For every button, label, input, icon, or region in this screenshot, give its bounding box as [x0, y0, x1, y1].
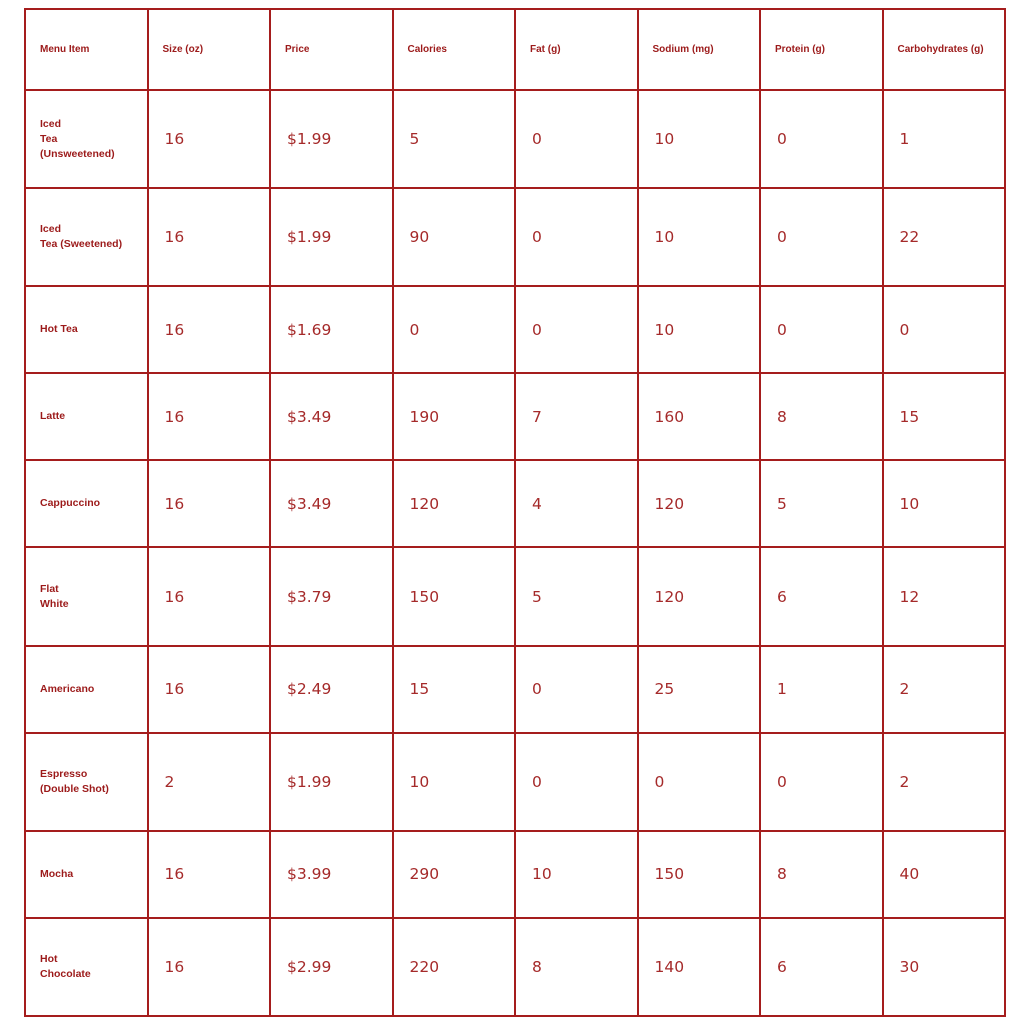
- table-row: [25, 547, 1005, 645]
- cell-protein: 6: [760, 547, 883, 645]
- cell-price: $3.49: [270, 460, 393, 547]
- cell-carbs: 22: [883, 188, 1006, 286]
- cell-sodium: 120: [638, 547, 761, 645]
- menu-item-name-line: Tea: [40, 132, 58, 145]
- cell-calories: 0: [393, 286, 516, 373]
- cell-protein: 1: [760, 646, 883, 733]
- cell-calories: 90: [393, 188, 516, 286]
- cell-protein: 0: [760, 90, 883, 188]
- cell-calories: 150: [393, 547, 516, 645]
- cell-fat: 5: [515, 547, 638, 645]
- cell-carbs: 0: [883, 286, 1006, 373]
- menu-item-name: [25, 547, 148, 645]
- cell-carbs: 40: [883, 831, 1006, 918]
- table-row: [25, 831, 1005, 918]
- header-sodium: Sodium (mg): [638, 9, 761, 90]
- cell-calories: 290: [393, 831, 516, 918]
- cell-sodium: 150: [638, 831, 761, 918]
- cell-size: 16: [148, 918, 271, 1016]
- menu-item-name: [25, 918, 148, 1016]
- cell-fat: 8: [515, 918, 638, 1016]
- menu-item-name: [25, 460, 148, 547]
- cell-calories: 10: [393, 733, 516, 831]
- cell-price: $1.69: [270, 286, 393, 373]
- table-row: [25, 188, 1005, 286]
- cell-carbs: 2: [883, 733, 1006, 831]
- cell-protein: 8: [760, 831, 883, 918]
- menu-item-name: [25, 90, 148, 188]
- cell-price: $3.79: [270, 547, 393, 645]
- cell-size: 16: [148, 373, 271, 460]
- cell-carbs: 12: [883, 547, 1006, 645]
- cell-carbs: 15: [883, 373, 1006, 460]
- cell-protein: 6: [760, 918, 883, 1016]
- cell-fat: 0: [515, 646, 638, 733]
- cell-size: 16: [148, 547, 271, 645]
- cell-size: 16: [148, 188, 271, 286]
- menu-item-name-line: Americano: [40, 682, 95, 695]
- cell-protein: 0: [760, 286, 883, 373]
- menu-item-name-line: Iced: [40, 223, 62, 236]
- menu-item-name: [25, 286, 148, 373]
- cell-protein: 0: [760, 188, 883, 286]
- menu-item-name-line: Iced: [40, 117, 62, 130]
- cell-fat: 4: [515, 460, 638, 547]
- cell-price: $3.49: [270, 373, 393, 460]
- cell-calories: 15: [393, 646, 516, 733]
- table-row: [25, 90, 1005, 188]
- menu-item-name-line: (Double Shot): [40, 782, 109, 795]
- menu-item-name-line: Hot Tea: [40, 323, 78, 336]
- cell-sodium: 140: [638, 918, 761, 1016]
- table-row: [25, 733, 1005, 831]
- menu-item-name: [25, 831, 148, 918]
- menu-item-name-line: Chocolate: [40, 967, 91, 980]
- cell-sodium: 0: [638, 733, 761, 831]
- cell-fat: 0: [515, 188, 638, 286]
- cell-carbs: 1: [883, 90, 1006, 188]
- cell-price: $2.49: [270, 646, 393, 733]
- cell-carbs: 10: [883, 460, 1006, 547]
- header-size: Size (oz): [148, 9, 271, 90]
- menu-item-name-line: Espresso: [40, 767, 88, 780]
- cell-sodium: 10: [638, 90, 761, 188]
- cell-price: $3.99: [270, 831, 393, 918]
- cell-sodium: 10: [638, 188, 761, 286]
- menu-item-name-line: Cappuccino: [40, 497, 101, 510]
- cell-sodium: 10: [638, 286, 761, 373]
- table-row: [25, 646, 1005, 733]
- header-menu-item: Menu Item: [25, 9, 148, 90]
- cell-protein: 5: [760, 460, 883, 547]
- cell-calories: 220: [393, 918, 516, 1016]
- menu-item-name-line: White: [40, 597, 69, 610]
- table-row: [25, 460, 1005, 547]
- menu-item-name-line: Latte: [40, 410, 66, 423]
- header-carbohydrates: Carbohydrates (g): [883, 9, 1006, 90]
- menu-item-name: [25, 733, 148, 831]
- header-row: [25, 9, 1005, 90]
- menu-item-name: [25, 188, 148, 286]
- menu-nutrition-table: [24, 8, 1006, 1017]
- header-fat: Fat (g): [515, 9, 638, 90]
- header-price: Price: [270, 9, 393, 90]
- menu-item-name: [25, 646, 148, 733]
- header-calories: Calories: [393, 9, 516, 90]
- menu-item-name-line: Hot: [40, 952, 58, 965]
- cell-sodium: 25: [638, 646, 761, 733]
- cell-price: $1.99: [270, 733, 393, 831]
- cell-fat: 10: [515, 831, 638, 918]
- cell-size: 16: [148, 646, 271, 733]
- cell-size: 16: [148, 90, 271, 188]
- menu-item-name-line: (Unsweetened): [40, 147, 115, 160]
- cell-fat: 0: [515, 733, 638, 831]
- cell-size: 2: [148, 733, 271, 831]
- cell-carbs: 2: [883, 646, 1006, 733]
- menu-item-name-line: Tea (Sweetened): [40, 238, 123, 251]
- cell-size: 16: [148, 460, 271, 547]
- cell-price: $1.99: [270, 90, 393, 188]
- cell-fat: 0: [515, 286, 638, 373]
- cell-size: 16: [148, 286, 271, 373]
- cell-calories: 190: [393, 373, 516, 460]
- cell-sodium: 160: [638, 373, 761, 460]
- cell-price: $2.99: [270, 918, 393, 1016]
- cell-fat: 7: [515, 373, 638, 460]
- cell-sodium: 120: [638, 460, 761, 547]
- cell-calories: 5: [393, 90, 516, 188]
- cell-calories: 120: [393, 460, 516, 547]
- cell-fat: 0: [515, 90, 638, 188]
- menu-item-name-line: Flat: [40, 582, 59, 595]
- cell-price: $1.99: [270, 188, 393, 286]
- menu-item-name-line: Mocha: [40, 867, 74, 880]
- cell-carbs: 30: [883, 918, 1006, 1016]
- cell-protein: 0: [760, 733, 883, 831]
- table-row: [25, 918, 1005, 1016]
- header-protein: Protein (g): [760, 9, 883, 90]
- table-body: [25, 90, 1005, 1016]
- menu-item-name: [25, 373, 148, 460]
- cell-protein: 8: [760, 373, 883, 460]
- table-row: [25, 373, 1005, 460]
- table-row: [25, 286, 1005, 373]
- cell-size: 16: [148, 831, 271, 918]
